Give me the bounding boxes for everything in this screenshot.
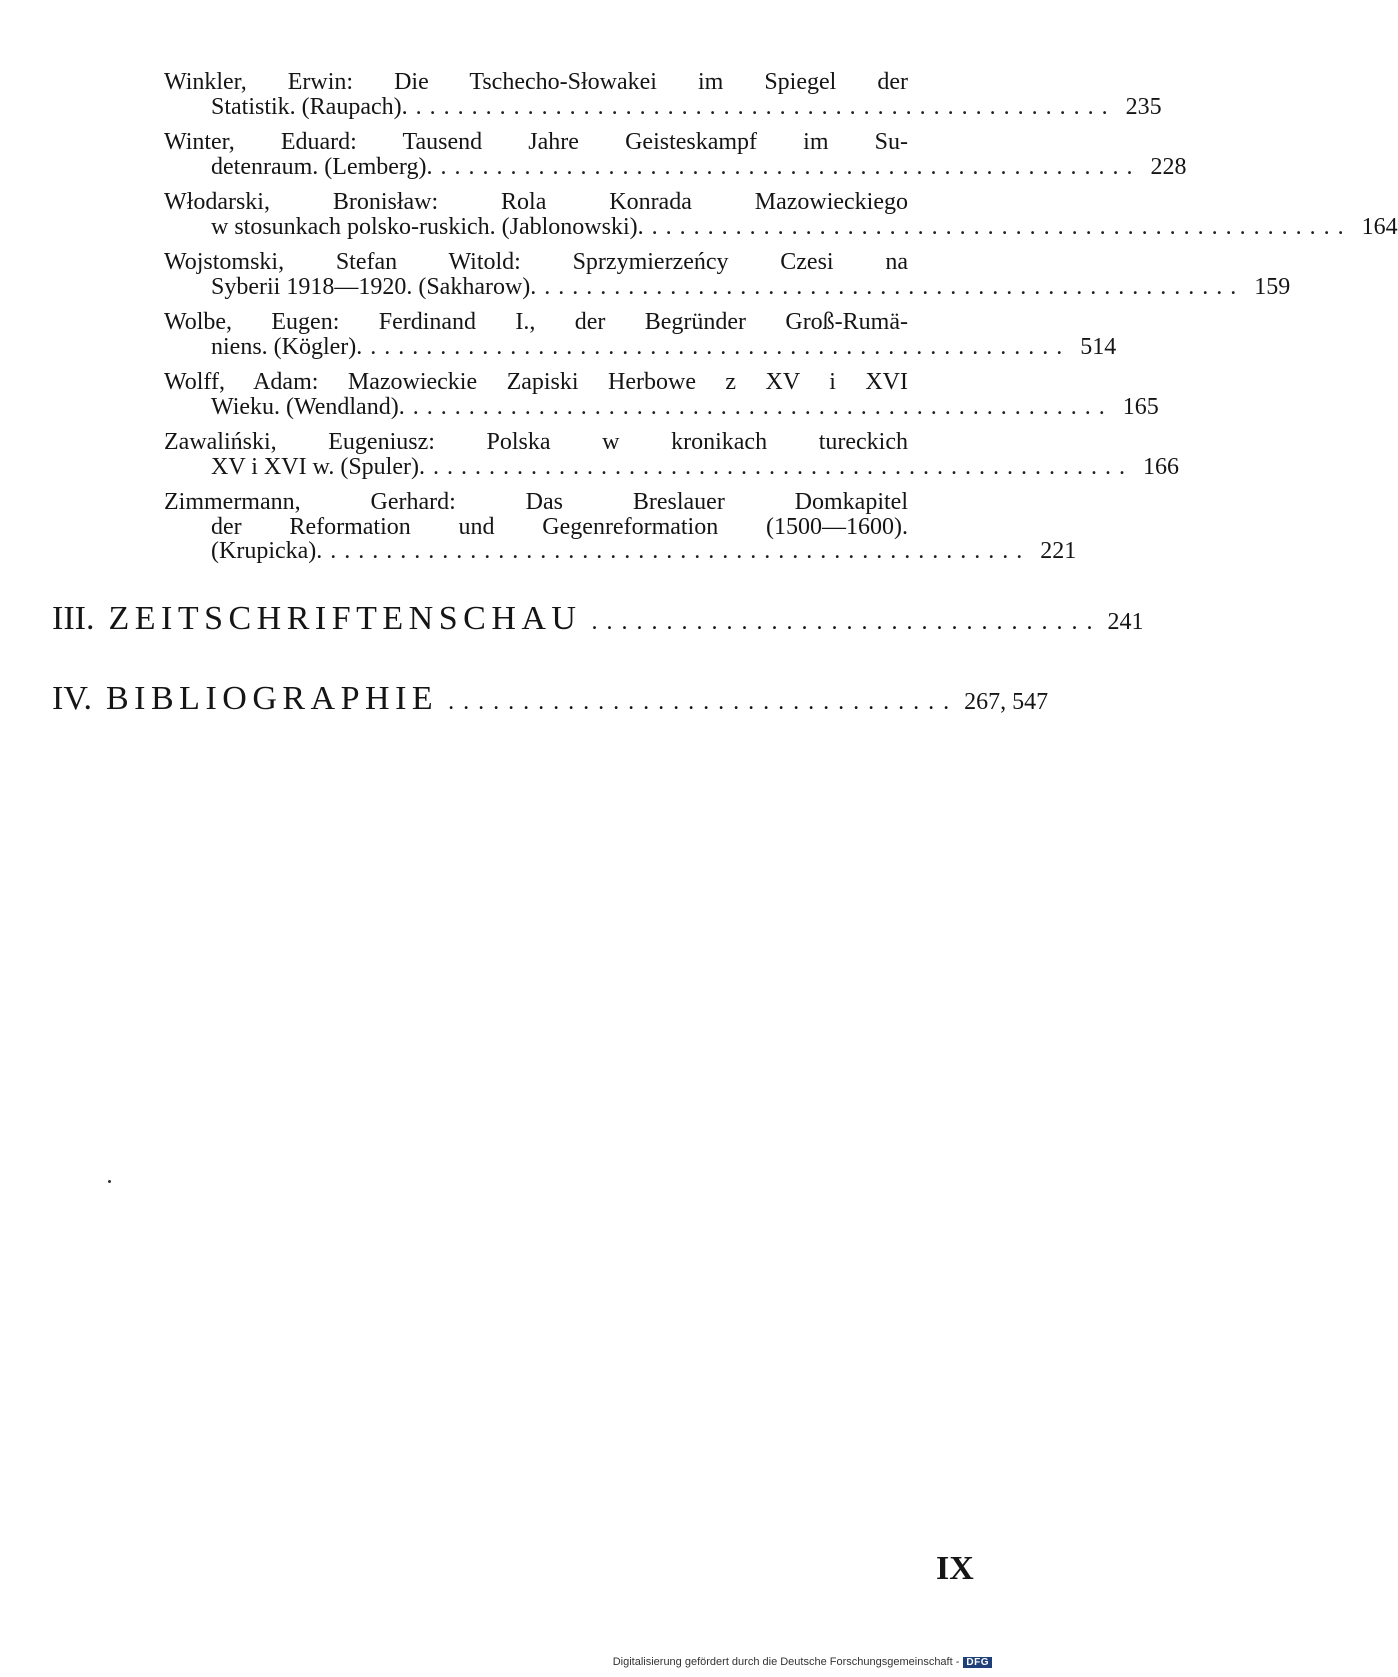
page-number: 164 (1361, 213, 1398, 240)
section-number: IV. (52, 680, 92, 717)
entry-line: Wolbe, Eugen: Ferdinand I., der Begründer Groß-Rumä- (164, 309, 908, 335)
section-number: III. (52, 600, 95, 637)
dfg-logo: DFG (963, 1657, 992, 1668)
index-entry (164, 429, 1179, 480)
scan-speck (108, 1180, 111, 1183)
section-heading-zeitschriftenschau (52, 600, 1144, 638)
index-entry (164, 309, 1117, 360)
entry-line: Wojstomski, Stefan Witold: Sprzymierzeńcy Czesi na (164, 249, 908, 275)
dot-leader: .................................................. (432, 453, 1133, 480)
page-number: 159 (1254, 273, 1291, 300)
index-entry (164, 69, 1162, 120)
page-number: 228 (1150, 153, 1187, 180)
entry-line: Zawaliński, Eugeniusz: Polska w kronikach tureckich (164, 429, 908, 455)
page-number: 514 (1080, 333, 1117, 360)
dot-leader: .................................................. (370, 333, 1071, 360)
digitization-credit (613, 1656, 992, 1668)
entry-line: Włodarski, Bronisław: Rola Konrada Mazowieckiego (164, 189, 908, 215)
page-number: 235 (1125, 93, 1162, 120)
dot-leader: .................................................. (544, 273, 1245, 300)
page-number: 221 (1040, 538, 1077, 564)
section-heading-bibliographie (52, 680, 1049, 718)
section-title: BIBLIOGRAPHIE (106, 680, 439, 717)
entry-line-last: XV i XVI w. (Spuler). (211, 453, 425, 480)
dot-leader: .................................. (591, 609, 1102, 635)
entry-line-last: niens. (Kögler). (211, 333, 363, 360)
dot-leader: .................................................. (415, 93, 1116, 120)
index-entry (164, 489, 1077, 564)
entry-line-last: detenraum. (Lemberg). (211, 153, 433, 180)
dot-leader: .................................................. (651, 213, 1352, 240)
index-entry (164, 129, 1187, 180)
page-number: 241 (1107, 609, 1144, 635)
entry-line: Zimmermann, Gerhard: Das Breslauer Domkapitel (164, 489, 908, 515)
index-entry (164, 369, 1159, 420)
dot-leader: .................................. (448, 689, 959, 715)
entry-line-last: Syberii 1918—1920. (Sakharow). (211, 273, 537, 300)
page-folio: IX (936, 1550, 974, 1587)
entry-line: Wolff, Adam: Mazowieckie Zapiski Herbowe z XV i XVI (164, 369, 908, 395)
entry-line-last: w stosunkach polsko-ruskich. (Jablonowski). (211, 213, 644, 240)
entry-line: Winkler, Erwin: Die Tschecho-Słowakei im Spiegel der (164, 69, 908, 95)
index-entry (164, 189, 1398, 240)
dot-leader: .................................................. (330, 538, 1031, 564)
index-entry (164, 249, 1291, 300)
page-number: 165 (1122, 393, 1159, 420)
entry-line-last: (Krupicka). (211, 538, 323, 564)
entry-line-last: Statistik. (Raupach). (211, 93, 408, 120)
review-index-list (164, 69, 1398, 575)
page-number: 267, 547 (964, 689, 1049, 715)
entry-line-last: Wieku. (Wendland). (211, 393, 405, 420)
page-number: 166 (1142, 453, 1179, 480)
credit-text: Digitalisierung gefördert durch die Deutsche Forschungsgemeinschaft - (612, 1656, 960, 1668)
entry-line: der Reformation und Gegenreformation (1500—1600). (211, 513, 908, 540)
dot-leader: .................................................. (412, 393, 1113, 420)
entry-line: Winter, Eduard: Tausend Jahre Geisteskampf im Su- (164, 129, 908, 155)
dot-leader: .................................................. (440, 153, 1141, 180)
section-title: ZEITSCHRIFTENSCHAU (108, 600, 582, 637)
